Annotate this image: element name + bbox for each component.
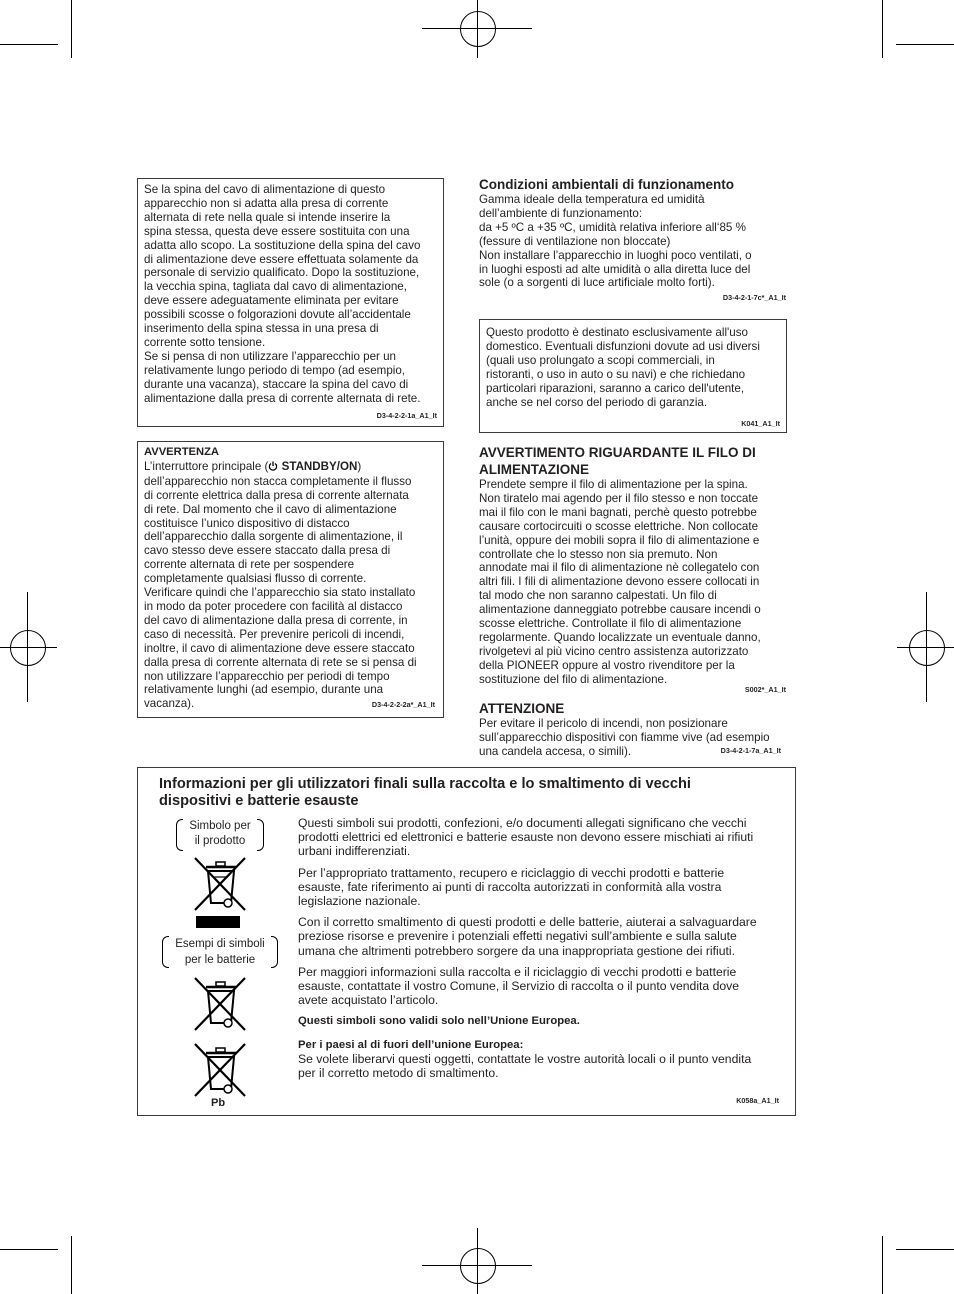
crossed-bin-pb-icon [192,1040,248,1105]
doc-code: D3-4-2-1-7c*_A1_It [722,293,786,303]
black-bar [196,916,240,928]
weee-text-column [298,816,788,1087]
domestic-use-text: Questo prodotto è destinato esclusivamente all'uso domestico. Eventuali disfunzioni dovute ad usi diversi (quali uso prolungato a scopi commerciali, in ristoranti, o uso in auto o su navi) e che richiedano particolari riparazioni, saranno a carico dell'utente, anche se nel corso del periodo di garanzia. [486,326,760,409]
battery-symbol-label: Esempi di simboli per le batterie [162,936,278,968]
domestic-use-box [479,319,787,433]
environment-title: Condizioni ambientali di funzionamento [479,177,734,192]
attention-title: ATTENZIONE [479,701,565,716]
doc-code: D3-4-2-2-1a_A1_It [376,411,437,420]
attention-text: Per evitare il pericolo di incendi, non posizionare sull’apparecchio dispositivi con fiamme vive (ad esempio una candela accesa, o simili). [479,717,770,758]
weee-paragraph: Con il corretto smaltimento di questi prodotti e delle batterie, aiuterai a salvaguardare preziose risorse e prevenire i potenziali effetti negativi sull’ambiente e sulla salute umana che altrimenti potrebbero sorgere da una inappropriata gestione dei rifiuti. [298,915,757,958]
pb-label: Pb [211,1097,226,1109]
weee-paragraph: Per maggiori informazioni sulla raccolta e il riciclaggio di vecchi prodotti e batterie esauste, contattate il vostro Comune, il Servizio di raccolta o il punto vendita dove avete acquistato l’articolo. [298,964,740,1008]
weee-info-box [137,767,796,1116]
warning-box [137,441,444,718]
doc-code: S002*_A1_It [744,684,786,694]
outside-eu-title: Per i paesi al di fuori dell’unione Europea: [298,1038,524,1051]
crossed-bin-icon [192,854,248,919]
doc-code: D3-4-2-1-7a_A1_It [720,745,781,755]
plug-replacement-box [137,178,444,427]
warning-text: dell’apparecchio non stacca completamente il flusso di corrente elettrica dalla presa di corrente alternata di rete. Dal momento che il cavo di alimentazione costituisce l’unico dispositivo di distacco dell’apparecchio dalla sorgente di alimentazione, il cavo stesso deve essere staccato dalla presa di corrente alternata di rete per sospendere completamente qualsiasi flusso di corrente. Verificare quindi che l’apparecchio sia stato installato in modo da poter procedere con facilità al distacco del cavo di alimentazione dalla presa di corrente, in caso di necessità. Per prevenire pericoli di incendi, inoltre, il cavo di alimentazione deve essere staccato dalla presa di corrente alternata di rete se si pensa di non utilizzare l’apparecchio per periodi di tempo relativamente lunghi (ad esempio, durante una vacanza). [144,474,417,711]
doc-code: D3-4-2-2-2a*_A1_It [371,700,435,709]
outside-eu-text: Se volete liberarvi questi oggetti, contattate le vostre autorità locali o il punto vendita per il corretto metodo di smaltimento. [298,1051,752,1081]
crossed-bin-battery-icon [192,974,248,1039]
power-cord-text: Prendete sempre il filo di alimentazione per la spina. Non tiratelo mai agendo per il filo stesso e non toccate mai il filo con le mani bagnati, perchè questo potrebbe causare cortocircuiti o scosse elettriche. Non collocate l’unità, oppure dei mobili sopra il filo di alimentazione e controllate che lo stesso non sia premuto. Non annodate mai il filo di alimentazione nè collegatelo con altri fili. I fili di alimentazione devono essere collocati in tal modo che non saranno calpestati. Un filo di alimentazione danneggiato potrebbe causare incendi o scosse elettriche. Controllate il filo di alimentazione regolarmente. Quando localizzate un eventuale danno, rivolgetevi al più vicino centro assistenza autorizzato della PIONEER oppure al vostro rivenditore per la sostituzione del filo di alimentazione. [479,478,761,686]
attention-section [479,700,789,759]
weee-paragraph: Per l’appropriato trattamento, recupero e riciclaggio di vecchi prodotti e batterie esauste, fate riferimento ai punti di raccolta autorizzati in conformità alla vostra legislazione nazionale. [298,865,725,909]
weee-title: Informazioni per gli utilizzatori finali sulla raccolta e lo smaltimento di vecchi dispositivi e batterie esauste [159,776,691,809]
power-cord-section [479,444,789,694]
weee-paragraph: Questi simboli sui prodotti, confezioni, e/o documenti allegati significano che vecchi prodotti elettrici ed elettronici e batterie esauste non devono essere mischiati ai rifiuti urbani indifferenziati. [298,816,754,859]
standby-label: STANDBY/ON [281,459,358,473]
environment-text: Gamma ideale della temperatura ed umidità dell’ambiente di funzionamento: da +5 ºC a +35 ºC, umidità relativa inferiore all‘85 % (fessure di ventilazione non bloccate) Non installare l’apparecchio in luoghi poco ventilati, o in luoghi esposti ad alte umidità o alla diretta luce del sole (o a sorgenti di luce artificiale molto forti). [479,193,752,290]
plug-replacement-text: Se la spina del cavo di alimentazione di questo apparecchio non si adatta alla presa di corrente alternata di rete nella quale si intende inserire la spina stessa, questa deve essere sostituita con una adatta allo scopo. La sostituzione della spina del cavo di alimentazione deve essere effettuata solamente da personale di servizio qualificato. Dopo la sostituzione, la vecchia spina, tagliata dal cavo di alimentazione, deve essere adeguatamente eliminata per evitare possibili scosse o folgorazioni dovute all’accidentale inserimento della spina stessa in una presa di corrente sotto tensione. Se si pensa di non utilizzare l’apparecchio per un relativamente lungo periodo di tempo (ad esempio, durante una vacanza), staccare la spina del cavo di alimentazione dalla presa di corrente alternata di rete. [144,183,421,405]
eu-note: Questi simboli sono validi solo nell’Unione Europea. [298,1015,580,1028]
power-cord-title: AVVERTIMENTO RIGUARDANTE IL FILO DI ALIMENTAZIONE [479,445,756,477]
warning-title: AVVERTENZA [144,446,220,458]
warning-intro: L’interruttore principale ( STANDBY/ON) [144,459,362,473]
doc-code: K041_A1_It [741,419,780,428]
environment-section [479,176,789,302]
power-icon [268,461,278,475]
doc-code: K058a_A1_It [736,1096,779,1105]
product-symbol-label: Simbolo per il prodotto [176,819,264,851]
